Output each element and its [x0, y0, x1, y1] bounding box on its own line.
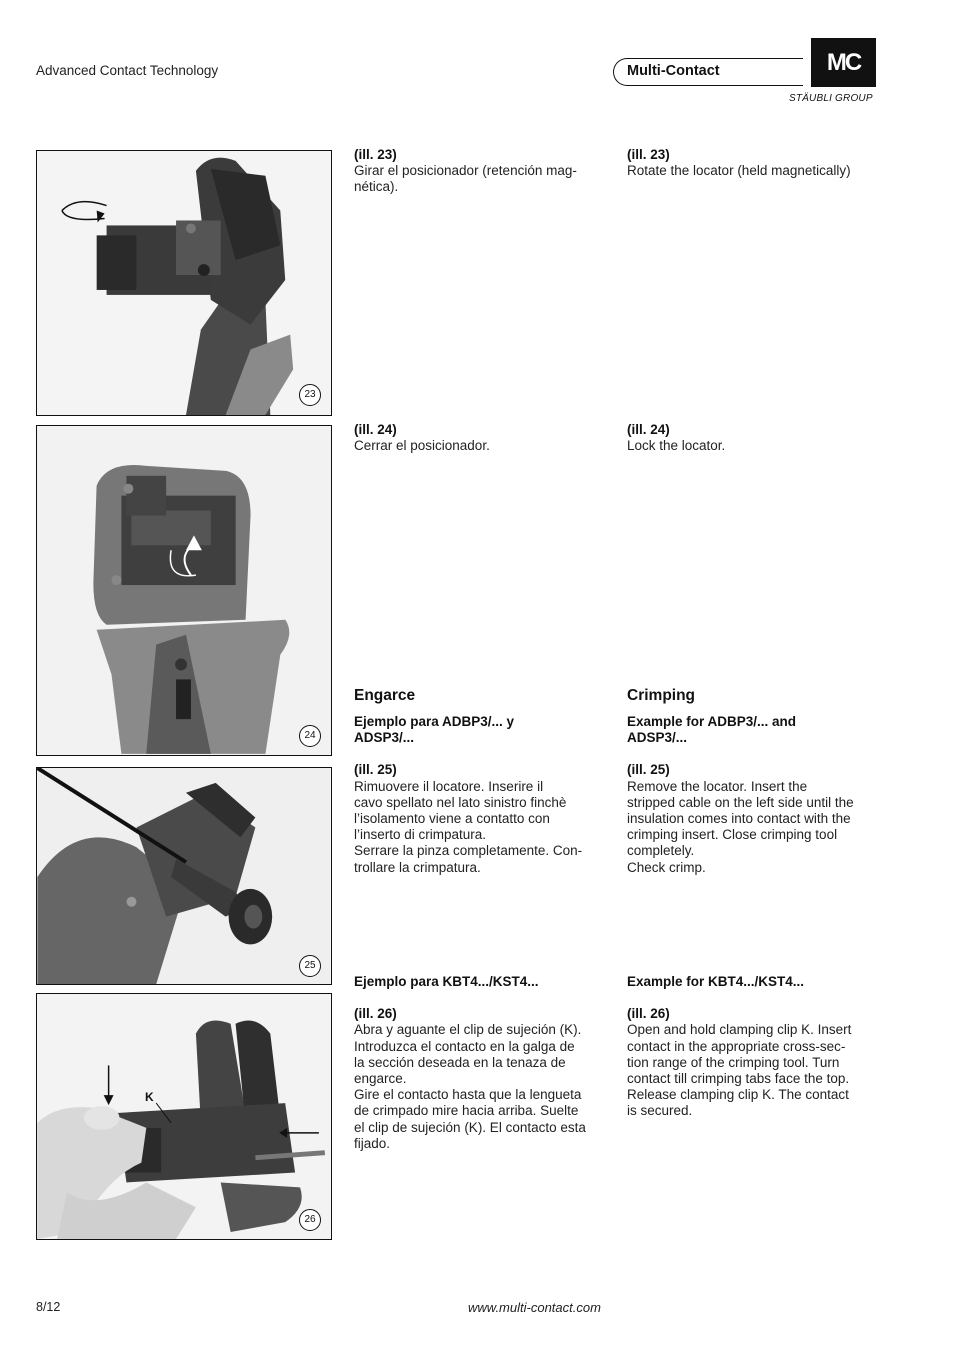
english-ill26-ref: (ill. 26)	[627, 1006, 670, 1022]
spanish-ill23-ref: (ill. 23)	[354, 147, 397, 162]
english-ill23-ref: (ill. 23)	[627, 147, 670, 162]
english-section-title: Crimping	[627, 687, 696, 704]
figure-24-photo	[36, 425, 332, 756]
spanish-ill23-block	[354, 147, 604, 196]
spanish-ill26-text: Abra y aguante el clip de sujeción (K). Introduzca el contacto en la galga de la sección deseada en la tenaza de engarce. Gire el contacto hasta que la lengueta de crimpado mire hacia arriba. Suelte el clip de sujeción (K). El contacto esta fijado.	[354, 1022, 586, 1151]
spanish-example1-block	[354, 714, 604, 876]
english-ill26-text: Open and hold clamping clip K. Insert contact in the appropriate cross-sec- tion range of the crimping tool. Turn contact till crimping tabs face the top. Release clamping clip K. The contact is secured.	[627, 1022, 852, 1119]
brand-name: Multi-Contact	[627, 63, 720, 79]
english-ill24-text: Lock the locator.	[627, 438, 726, 454]
spanish-example2-title: Ejemplo para KBT4.../KST4...	[354, 974, 539, 989]
english-ill24-ref: (ill. 24)	[627, 422, 670, 437]
spanish-ill24-ref: (ill. 24)	[354, 422, 397, 437]
group-name: STÄUBLI GROUP	[789, 93, 873, 104]
crimp-tool-clamping-clip-illustration	[37, 994, 331, 1239]
english-ill23-block	[627, 147, 887, 179]
mc-logo: MC	[811, 38, 876, 87]
crimp-tool-lock-locator-illustration	[37, 426, 331, 755]
english-ill25-ref: (ill. 25)	[627, 762, 670, 778]
spanish-ill23-text: Girar el posicionador (retención mag- nética).	[354, 163, 577, 195]
crimp-tool-insert-cable-illustration	[37, 768, 331, 984]
english-ill24-block	[627, 422, 887, 454]
english-example1-block	[627, 714, 887, 876]
figure-25-number: 25	[299, 955, 321, 977]
english-example1-title: Example for ADBP3/... and ADSP3/...	[627, 714, 797, 746]
spanish-section-title: Engarce	[354, 687, 416, 704]
english-example2-block	[627, 974, 887, 1120]
page-number: 8/12	[36, 1300, 61, 1314]
website-link[interactable]: www.multi-contact.com	[468, 1300, 601, 1315]
figure-25-photo	[36, 767, 332, 985]
spanish-example2-block	[354, 974, 609, 1152]
english-ill25-text: Remove the locator. Insert the stripped cable on the left side until the insulation comes into contact with the crimping insert. Close crimping tool completely. Check crimp.	[627, 778, 854, 875]
figure-26-photo	[36, 993, 332, 1240]
english-example2-title: Example for KBT4.../KST4...	[627, 974, 805, 989]
spanish-ill25-ref: (ill. 25)	[354, 762, 397, 778]
figure-23-number: 23	[299, 384, 321, 406]
english-ill23-text: Rotate the locator (held magnetically)	[627, 163, 851, 179]
clamping-clip-label: K	[145, 1090, 154, 1104]
figure-24-number: 24	[299, 725, 321, 747]
spanish-ill24-block	[354, 422, 604, 454]
crimp-tool-rotate-locator-illustration	[37, 151, 331, 415]
spanish-ill26-ref: (ill. 26)	[354, 1006, 397, 1022]
figure-26-number: 26	[299, 1209, 321, 1231]
spanish-example1-title: Ejemplo para ADBP3/... y ADSP3/...	[354, 714, 515, 746]
spanish-ill24-text: Cerrar el posicionador.	[354, 438, 490, 454]
header-tagline: Advanced Contact Technology	[36, 63, 219, 78]
figure-23-photo	[36, 150, 332, 416]
spanish-ill25-text: Rimuovere il locatore. Inserire il cavo spellato nel lato sinistro finchè l’isolamento viene a contatto con l’inserto di crimpatura. Serrare la pinza completamente. Con- trollare la crimpatura.	[354, 778, 583, 875]
